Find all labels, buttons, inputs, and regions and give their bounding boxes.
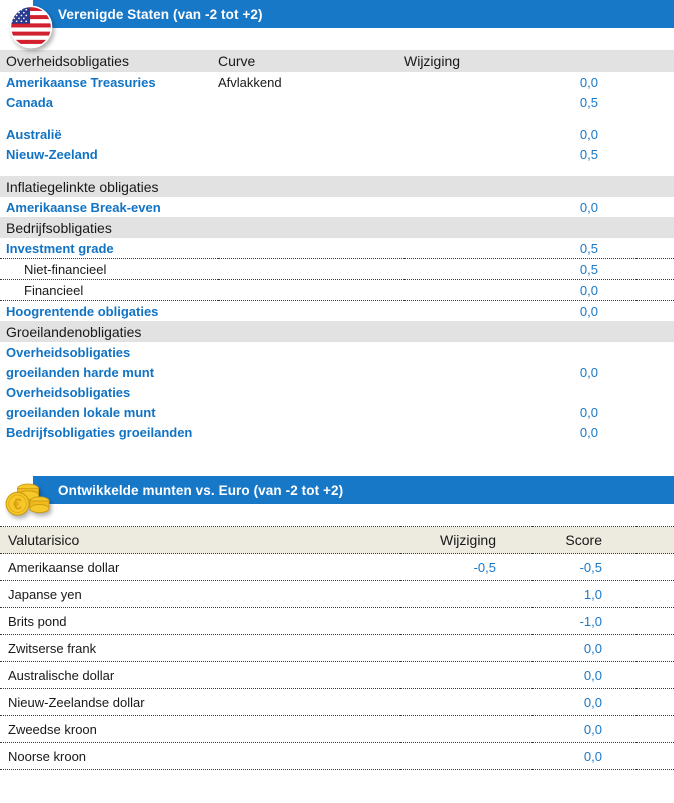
row-change: 0,0 (404, 197, 636, 217)
section-header-row (0, 176, 674, 197)
row-label: Brits pond (0, 608, 400, 635)
row-label: Niet-financieel (0, 259, 218, 280)
panel-gap (0, 442, 674, 476)
currency-table (0, 526, 674, 770)
bonds-table-header (0, 50, 674, 72)
currency-panel (0, 476, 674, 770)
bonds-col-pad (636, 50, 674, 72)
row-curve (218, 382, 404, 402)
row-change (400, 608, 532, 635)
row-score: 0,0 (532, 716, 636, 743)
currency-col-pad (636, 527, 674, 554)
currency-banner-gap (0, 504, 674, 526)
table-row[interactable] (0, 554, 674, 581)
row-label: Bedrijfsobligaties groeilanden (0, 422, 218, 442)
table-row[interactable] (0, 342, 674, 362)
currency-panel-title: Ontwikkelde munten vs. Euro (van -2 tot +2) (58, 482, 344, 498)
row-change (404, 342, 636, 362)
row-label: Japanse yen (0, 581, 400, 608)
row-curve: Afvlakkend (218, 72, 404, 92)
row-curve (218, 238, 404, 259)
row-label: Canada (0, 92, 218, 112)
table-spacer (0, 112, 674, 124)
row-label: Zweedse kroon (0, 716, 400, 743)
row-label: groeilanden harde munt (0, 362, 218, 382)
row-curve (218, 280, 404, 301)
row-label: Financieel (0, 280, 218, 301)
table-row[interactable] (0, 716, 674, 743)
row-label: Australische dollar (0, 662, 400, 689)
table-row[interactable] (0, 301, 674, 322)
table-row[interactable] (0, 144, 674, 164)
row-label: Amerikaanse Treasuries (0, 72, 218, 92)
bonds-col-name: Overheidsobligaties (0, 50, 218, 72)
row-score: 0,0 (532, 689, 636, 716)
row-change: 0,0 (404, 124, 636, 144)
section-label: Groeilandenobligaties (0, 321, 674, 342)
row-score: -1,0 (532, 608, 636, 635)
table-row[interactable] (0, 259, 674, 280)
row-change (400, 662, 532, 689)
row-change: 0,0 (404, 362, 636, 382)
row-curve (218, 92, 404, 112)
row-label: Investment grade (0, 238, 218, 259)
section-label: Inflatiegelinkte obligaties (0, 176, 674, 197)
table-row[interactable] (0, 197, 674, 217)
table-row[interactable] (0, 635, 674, 662)
bonds-table (0, 50, 674, 442)
row-curve (218, 259, 404, 280)
table-row[interactable] (0, 124, 674, 144)
bonds-table-body (0, 50, 674, 442)
row-curve (218, 362, 404, 382)
row-curve (218, 422, 404, 442)
euro-coins-icon (4, 478, 54, 520)
row-score: -0,5 (532, 554, 636, 581)
row-label: Hoogrentende obligaties (0, 301, 218, 322)
svg-text:€: € (13, 496, 22, 514)
table-row[interactable] (0, 402, 674, 422)
currency-table-body (0, 527, 674, 770)
row-change (400, 743, 532, 770)
table-spacer (0, 164, 674, 176)
table-row[interactable] (0, 662, 674, 689)
currency-table-header (0, 527, 674, 554)
row-change: 0,0 (404, 301, 636, 322)
currency-panel-banner (33, 476, 674, 504)
row-curve (218, 144, 404, 164)
row-change: 0,0 (404, 422, 636, 442)
row-curve (218, 342, 404, 362)
row-change (400, 689, 532, 716)
row-change: 0,5 (404, 238, 636, 259)
section-header-row (0, 321, 674, 342)
table-row[interactable] (0, 689, 674, 716)
bonds-panel-banner (33, 0, 674, 28)
row-change: 0,0 (404, 280, 636, 301)
row-change (400, 581, 532, 608)
row-label: Amerikaanse dollar (0, 554, 400, 581)
row-change: 0,5 (404, 259, 636, 280)
bonds-panel-title: Verenigde Staten (van -2 tot +2) (58, 6, 263, 22)
row-curve (218, 301, 404, 322)
row-change: 0,0 (404, 402, 636, 422)
row-curve (218, 124, 404, 144)
row-change: -0,5 (400, 554, 532, 581)
section-label: Bedrijfsobligaties (0, 217, 674, 238)
table-row[interactable] (0, 280, 674, 301)
section-header-row (0, 217, 674, 238)
table-row[interactable] (0, 362, 674, 382)
table-row[interactable] (0, 92, 674, 112)
row-curve (218, 402, 404, 422)
us-flag-icon (8, 4, 54, 50)
table-row[interactable] (0, 581, 674, 608)
row-change (400, 716, 532, 743)
row-curve (218, 197, 404, 217)
row-label: Zwitserse frank (0, 635, 400, 662)
table-row[interactable] (0, 382, 674, 402)
row-label: Australië (0, 124, 218, 144)
row-change (400, 635, 532, 662)
row-score: 0,0 (532, 662, 636, 689)
row-label: Nieuw-Zeelandse dollar (0, 689, 400, 716)
row-label: Overheidsobligaties (0, 342, 218, 362)
row-label: groeilanden lokale munt (0, 402, 218, 422)
row-score: 1,0 (532, 581, 636, 608)
row-change: 0,5 (404, 144, 636, 164)
row-label: Overheidsobligaties (0, 382, 218, 402)
row-score: 0,0 (532, 743, 636, 770)
row-label: Amerikaanse Break-even (0, 197, 218, 217)
row-change (404, 382, 636, 402)
bonds-col-curve: Curve (218, 50, 404, 72)
row-label: Nieuw-Zeeland (0, 144, 218, 164)
row-change: 0,0 (404, 72, 636, 92)
row-score: 0,0 (532, 635, 636, 662)
bonds-banner-gap (0, 28, 674, 50)
table-row[interactable] (0, 743, 674, 770)
currency-col-score: Score (532, 527, 636, 554)
table-row[interactable] (0, 608, 674, 635)
table-row[interactable] (0, 422, 674, 442)
table-row[interactable] (0, 238, 674, 259)
row-change: 0,5 (404, 92, 636, 112)
currency-col-change: Wijziging (400, 527, 532, 554)
currency-col-name: Valutarisico (0, 527, 400, 554)
row-label: Noorse kroon (0, 743, 400, 770)
table-row[interactable] (0, 72, 674, 92)
bonds-col-change: Wijziging (404, 50, 636, 72)
